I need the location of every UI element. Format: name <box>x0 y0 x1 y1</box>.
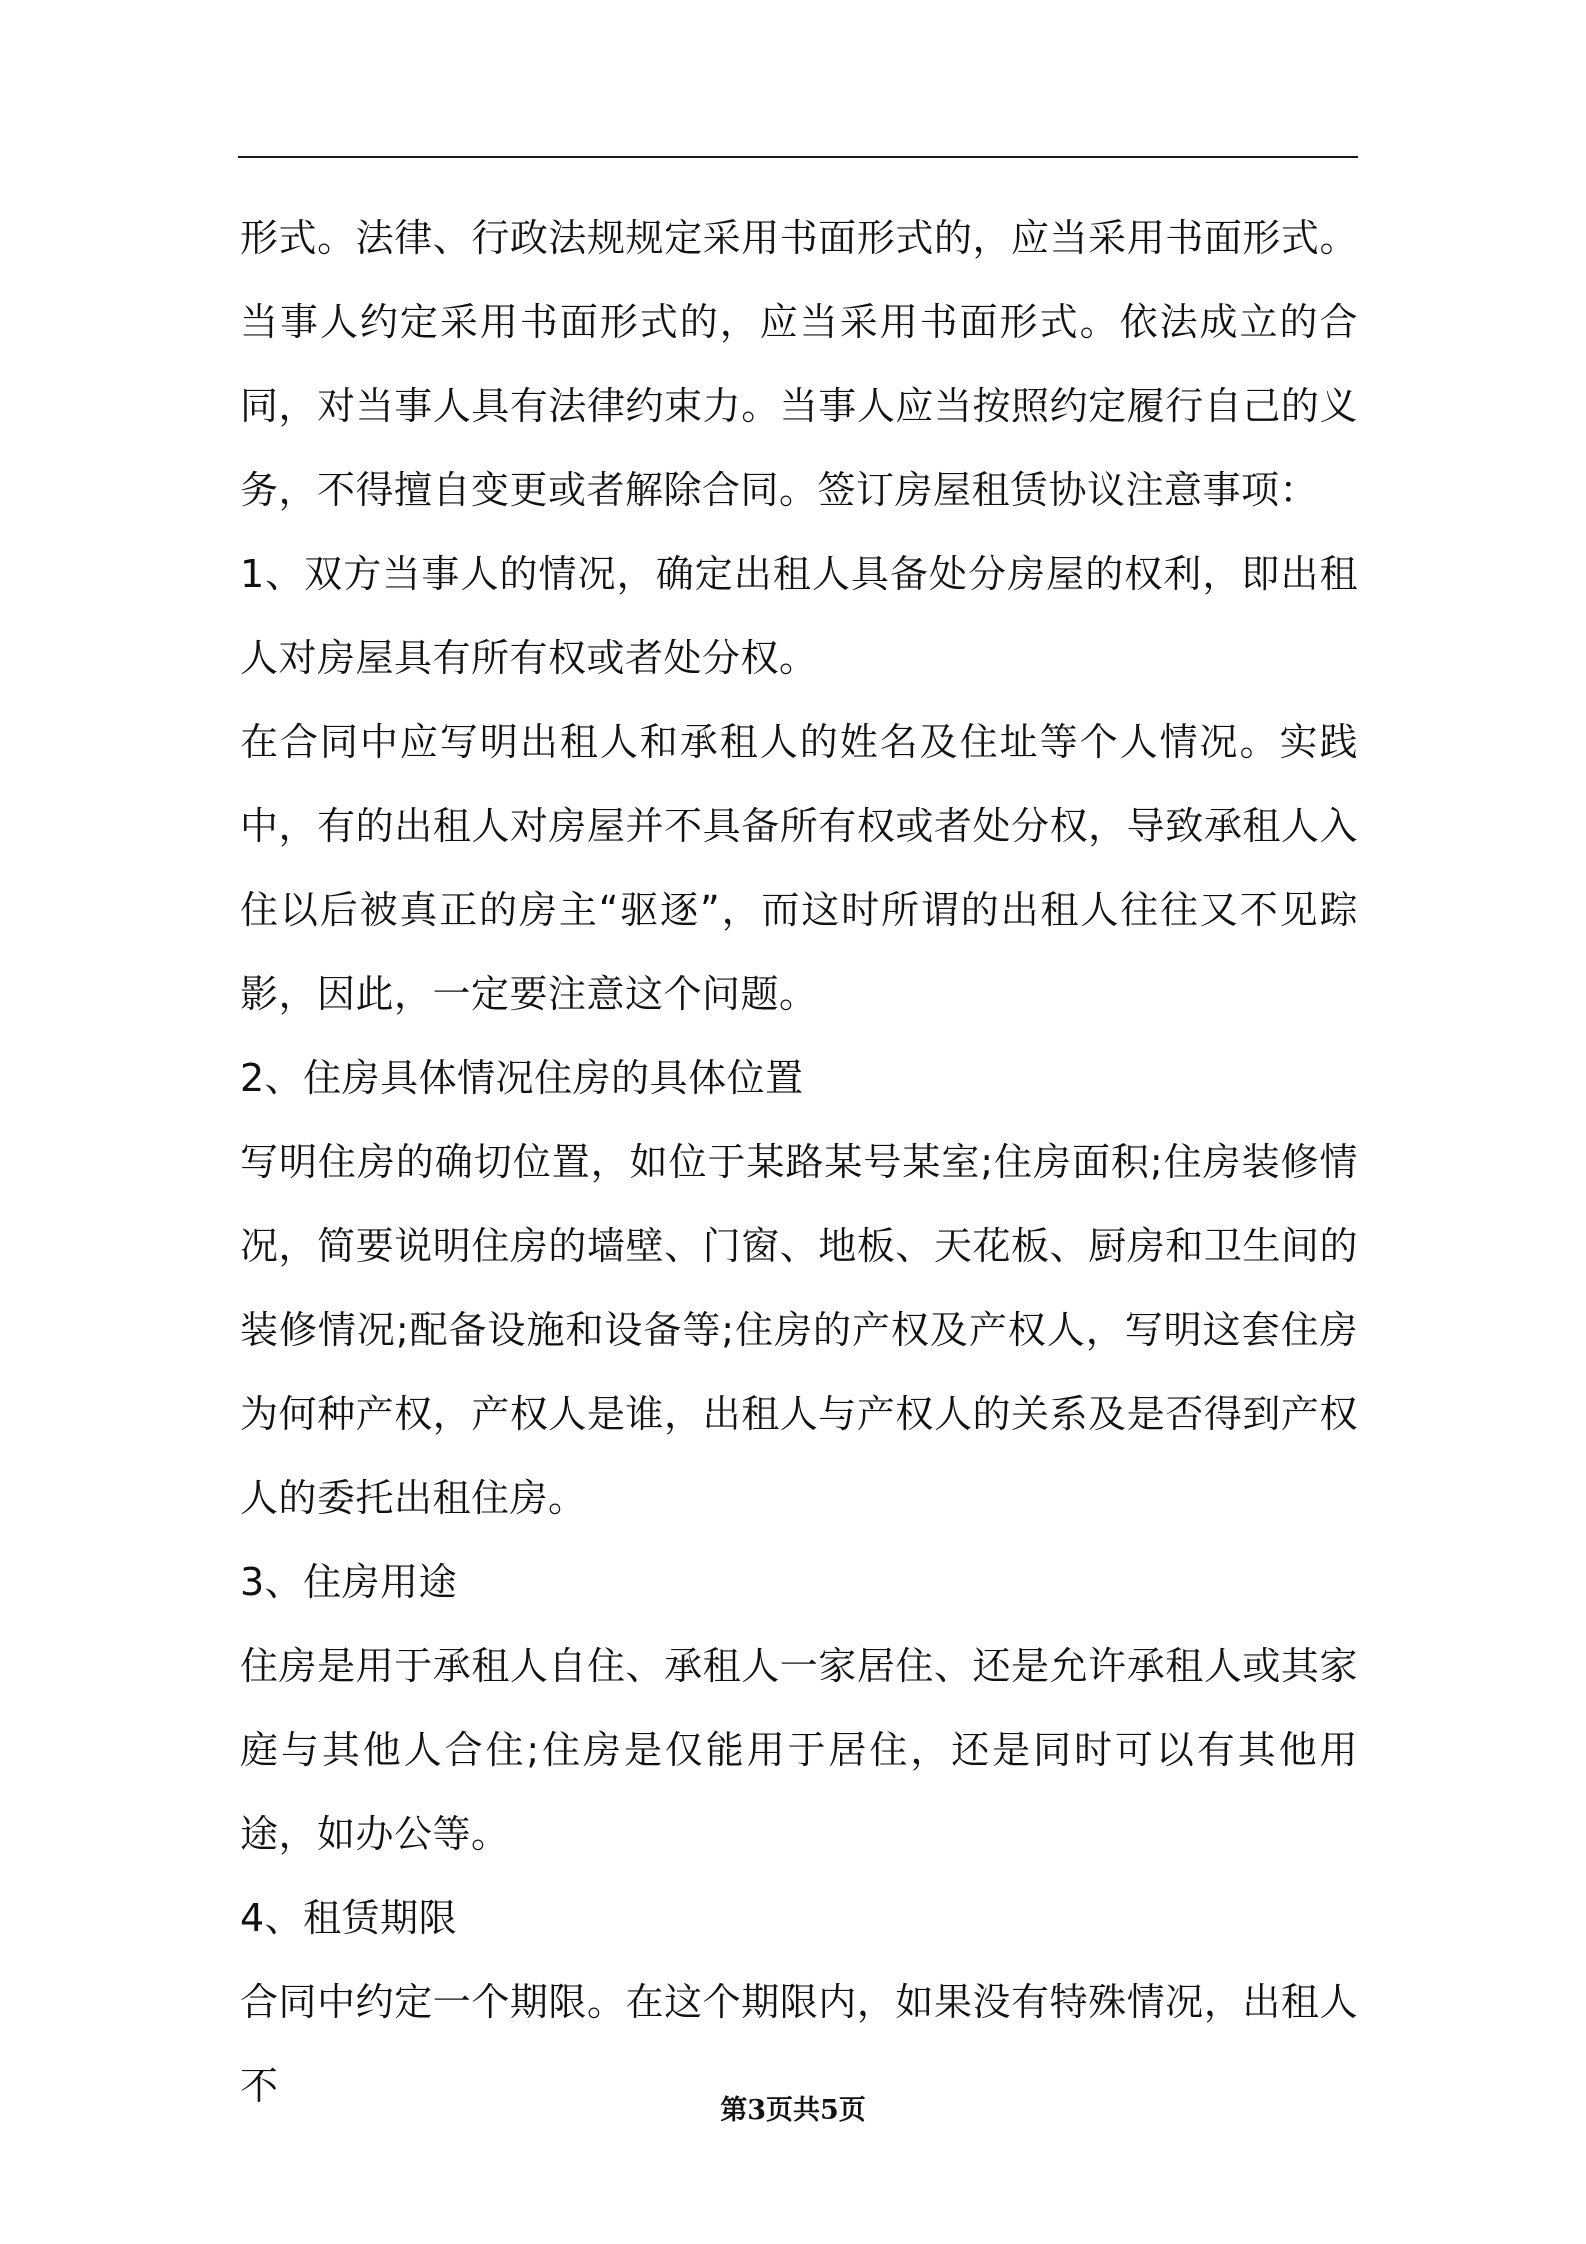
paragraph-7: 住房是用于承租人自住、承租人一家居住、还是允许承租人或其家庭与其他人合住;住房是仅能用于居住，还是同时可以有其他用途，如办公等。 <box>240 1644 1358 1856</box>
document-body <box>240 196 1358 2128</box>
section-heading-2: 2、住房具体情况住房的具体位置 <box>240 1056 804 1100</box>
paragraph-1: 形式。法律、行政法规规定采用书面形式的，应当采用书面形式。当事人约定采用书面形式的，应当采用书面形式。依法成立的合同，对当事人具有法律约束力。当事人应当按照约定履行自己的义务，不得擅自变更或者解除合同。签订房屋租赁协议注意事项： <box>240 216 1358 512</box>
paragraph-2: 1、双方当事人的情况，确定出租人具备处分房屋的权利，即出租人对房屋具有所有权或者处分权。 <box>240 552 1358 680</box>
page-number: 第3页共5页 <box>720 2095 866 2126</box>
paragraph-5: 写明住房的确切位置，如位于某路某号某室;住房面积;住房装修情况，简要说明住房的墙壁、门窗、地板、天花板、厨房和卫生间的装修情况;配备设施和设备等;住房的产权及产权人，写明这套住房为何种产权，产权人是谁，出租人与产权人的关系及是否得到产权人的委托出租住房。 <box>240 1140 1358 1520</box>
paragraph-3: 在合同中应写明出租人和承租人的姓名及住址等个人情况。实践中，有的出租人对房屋并不具备所有权或者处分权，导致承租人入住以后被真正的房主“驱逐”，而这时所谓的出租人往往又不见踪影，因此，一定要注意这个问题。 <box>240 720 1358 1016</box>
header-rule <box>238 156 1358 158</box>
paragraph-9: 合同中约定一个期限。在这个期限内，如果没有特殊情况，出租人不 <box>240 1980 1358 2108</box>
section-heading-4: 4、租赁期限 <box>240 1896 458 1940</box>
section-heading-3: 3、住房用途 <box>240 1560 458 1604</box>
